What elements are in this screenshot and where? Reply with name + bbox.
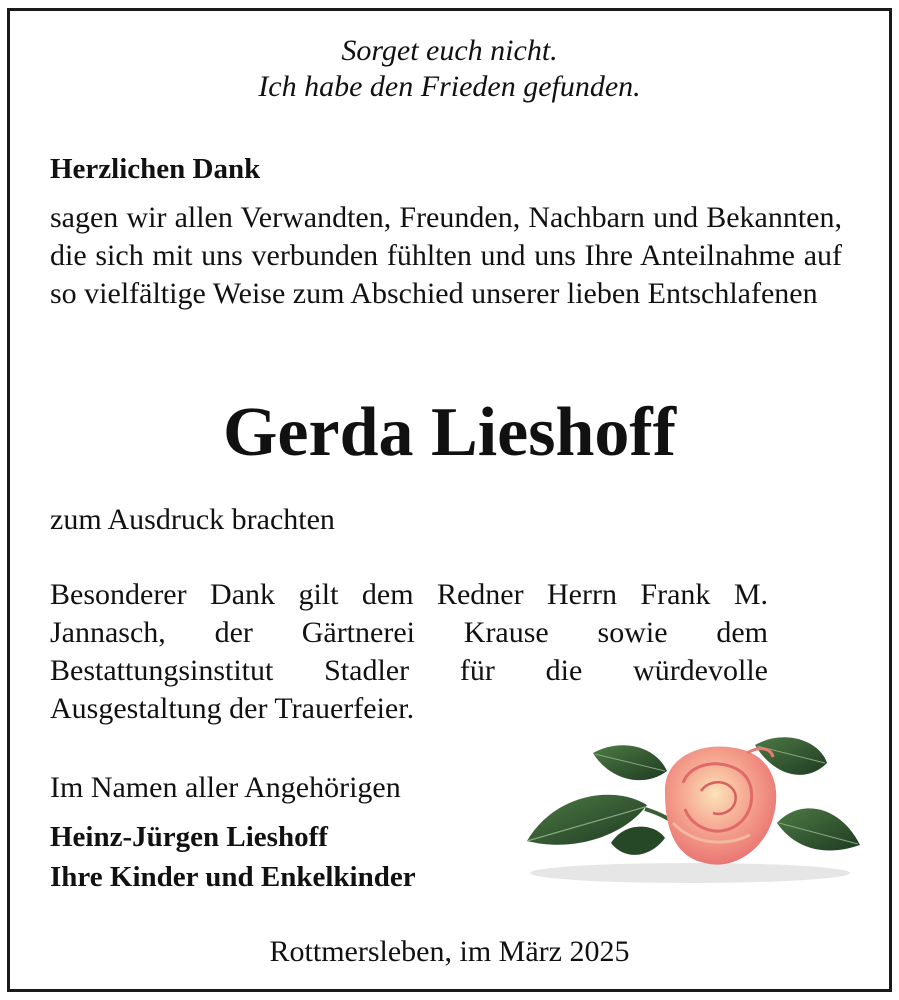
signer-2: Ihre Kinder und Enkelkinder: [50, 861, 416, 893]
signer-1: Heinz-Jürgen Lieshoff: [50, 821, 328, 853]
expressed-line: zum Ausdruck brachten: [50, 503, 335, 536]
intro-paragraph: sagen wir allen Verwandten, Freunden, Nachbarn und Bekannten, die sich mit uns verbunden fühlten und uns Ihre Anteilnahme auf so vielfältige Weise zum Abschied unserer lieben Entschlafenen: [50, 201, 842, 310]
obituary-notice: [7, 8, 892, 992]
special-thanks-paragraph: Besonderer Dank gilt dem Redner Herrn Frank M. Jannasch, der Gärtnerei Krause sowie dem Bestattungsinstitut Stadler für die würdevolle Ausgestaltung der Trauerfeier.: [50, 578, 768, 725]
place-date: Rottmersleben, im März 2025: [269, 935, 630, 968]
motto-verse: [10, 33, 889, 105]
thanks-heading: Herzlichen Dank: [50, 153, 261, 185]
rose-icon: [515, 723, 865, 888]
signers: [50, 817, 416, 897]
motto-line-2: Ich habe den Frieden gefunden.: [258, 70, 641, 103]
deceased-name: Gerda Lieshoff: [222, 394, 677, 471]
on-behalf-line: Im Namen aller Angehörigen: [50, 771, 401, 804]
motto-line-1: Sorget euch nicht.: [341, 34, 558, 67]
